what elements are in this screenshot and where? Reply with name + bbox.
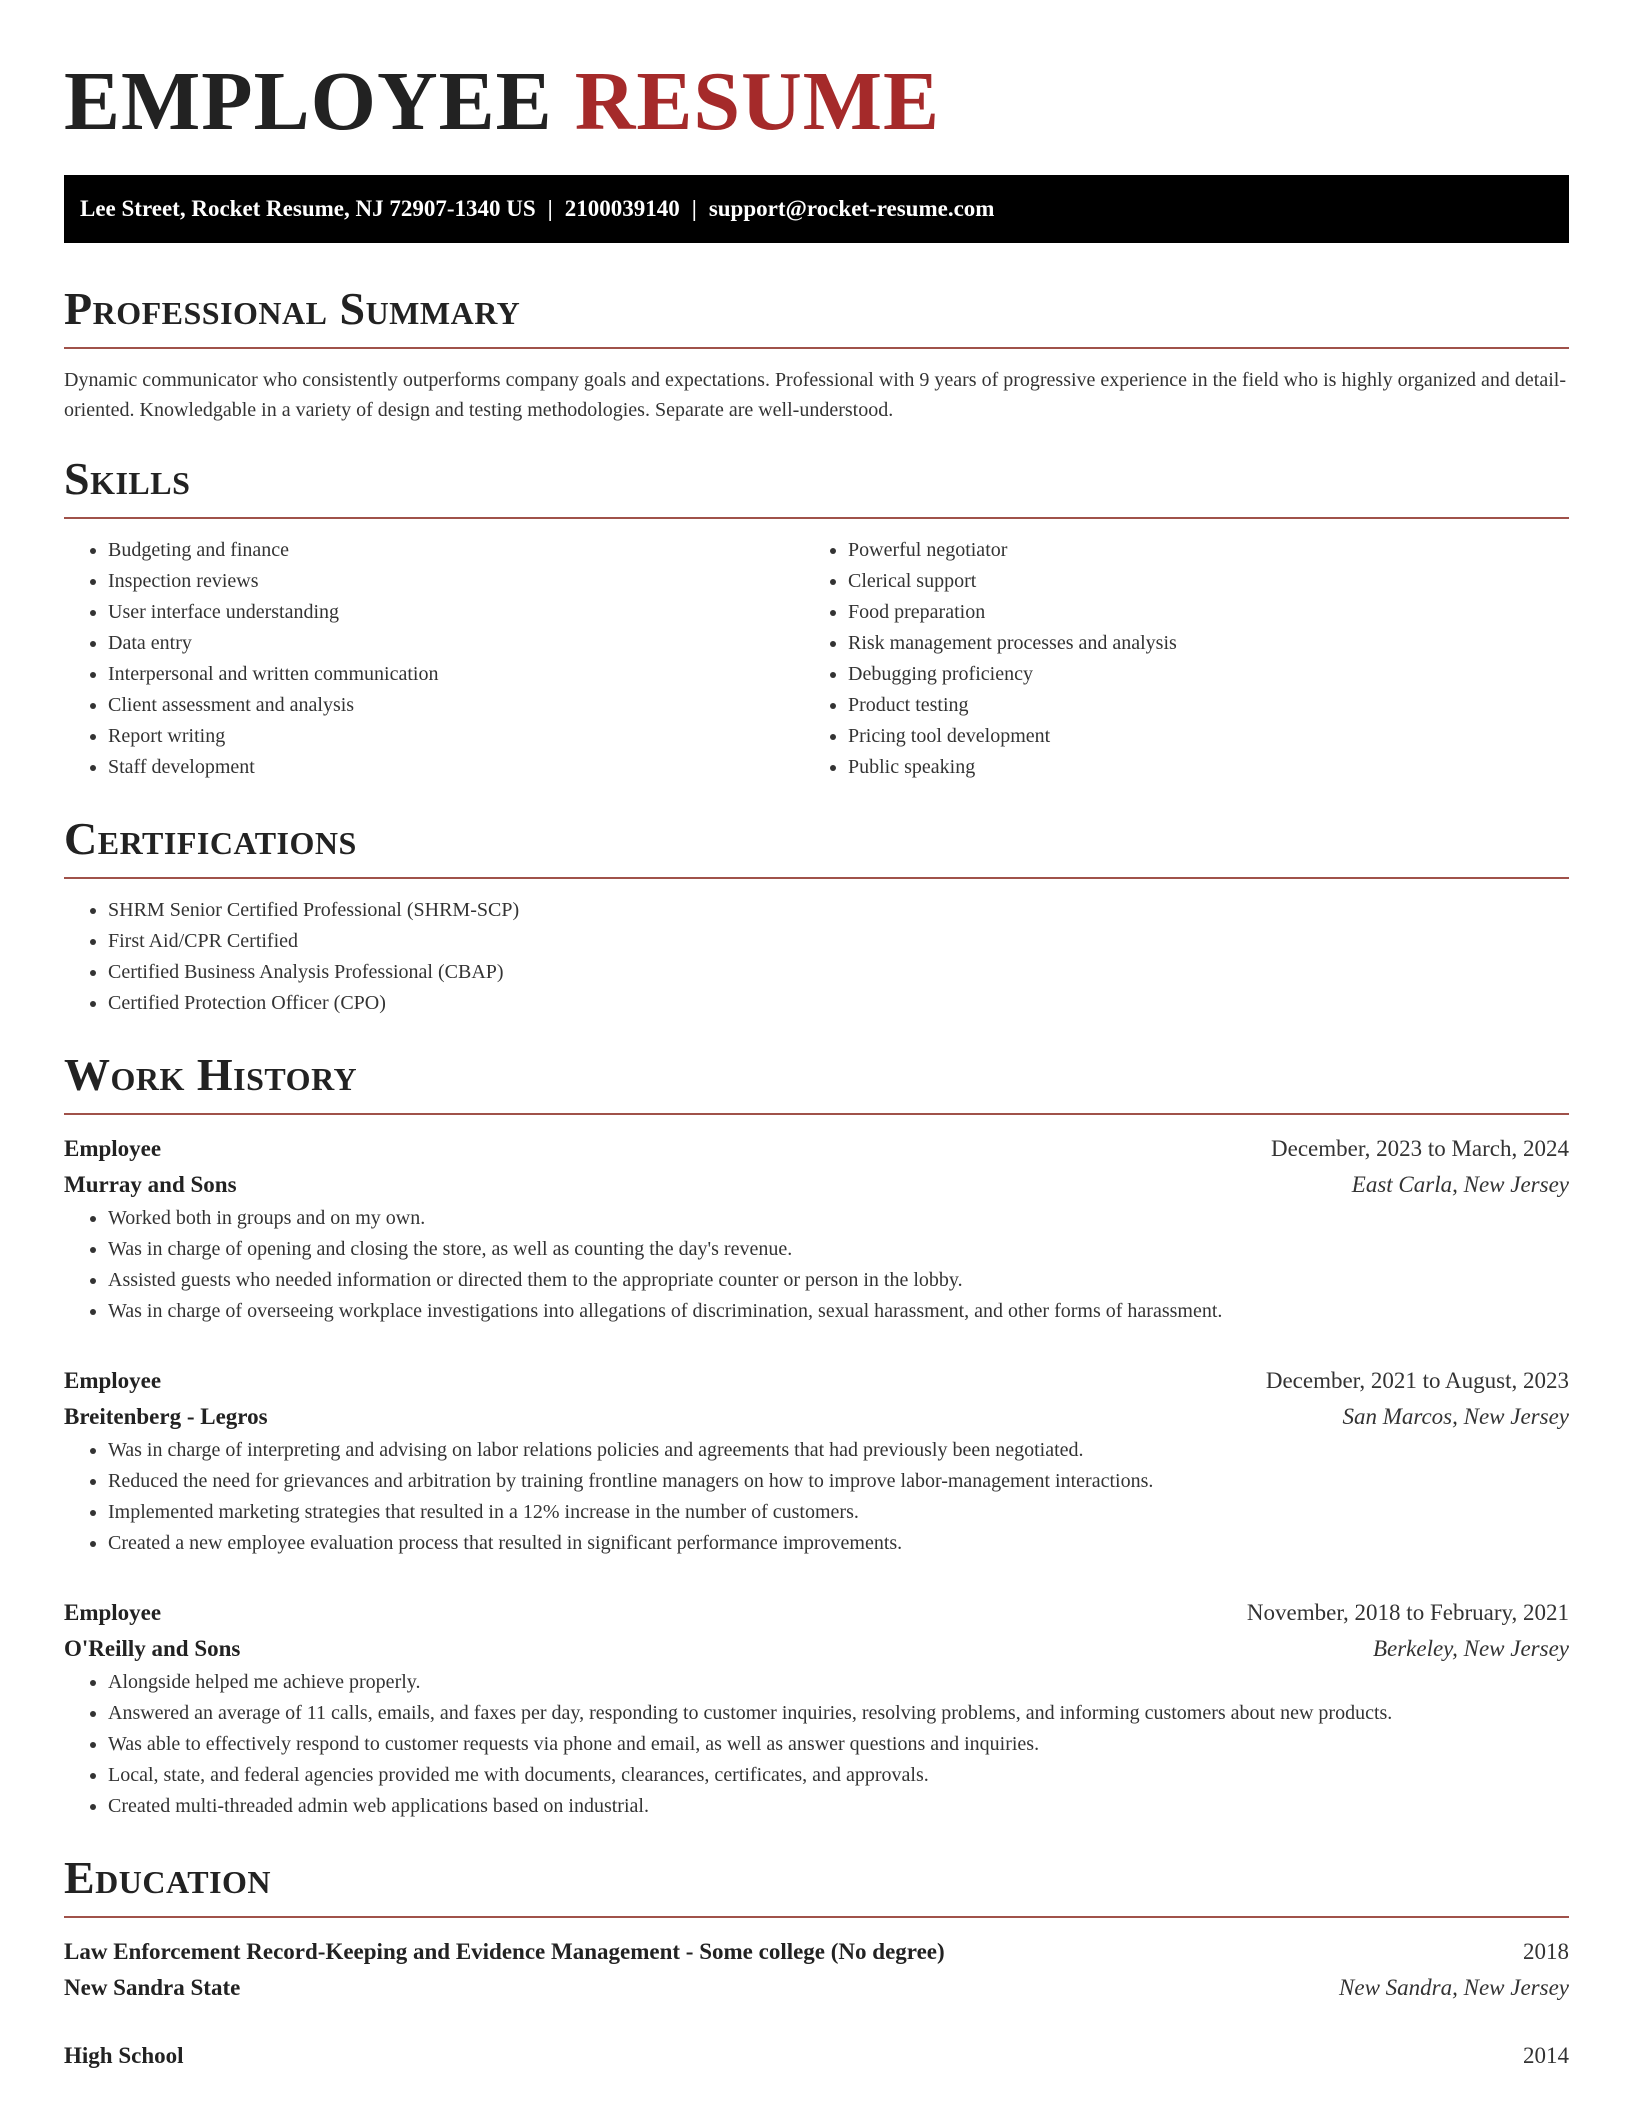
section-heading-summary: Professional Summary bbox=[64, 283, 521, 334]
skill-item: • Interpersonal and written communication bbox=[108, 659, 804, 690]
education-header-row bbox=[64, 1934, 1569, 1970]
job-duty: • Created a new employee evaluation process that resulted in significant performance improvements. bbox=[108, 1528, 1569, 1559]
job-company-row bbox=[64, 1167, 1569, 1203]
job-dates: November, 2018 to February, 2021 bbox=[1246, 1600, 1569, 1625]
job-duty: • Was in charge of interpreting and advising on labor relations policies and agreements that had previously been negotiated. bbox=[108, 1435, 1569, 1466]
summary-section bbox=[64, 283, 1569, 425]
job-duty: • Assisted guests who needed information or directed them to the appropriate counter or person in the lobby. bbox=[108, 1265, 1569, 1296]
section-heading-work-history: Work History bbox=[64, 1049, 358, 1100]
education-school-row bbox=[64, 1970, 1569, 2006]
job-duty: • Reduced the need for grievances and arbitration by training frontline managers on how to improve labor-management interactions. bbox=[108, 1466, 1569, 1497]
contact-separator: | bbox=[547, 196, 553, 221]
certifications-section bbox=[64, 813, 1569, 1019]
job-dates: December, 2021 to August, 2023 bbox=[1265, 1368, 1569, 1393]
job-company: Murray and Sons bbox=[64, 1172, 237, 1197]
education-degree: High School bbox=[64, 2043, 184, 2068]
summary-text: Dynamic communicator who consistently outperforms company goals and expectations. Professional with 9 years of progressive experience in the field who is highly organized and detail-oriented. Knowledgable in a variety of design and testing methodologies. Separate are well-understood. bbox=[64, 369, 1567, 421]
job-duty: • Was in charge of overseeing workplace investigations into allegations of discrimination, sexual harassment, and other forms of harassment. bbox=[108, 1296, 1569, 1327]
job-duty: • Worked both in groups and on my own. bbox=[108, 1203, 1569, 1234]
skill-item: • Pricing tool development bbox=[848, 721, 1544, 752]
certification-item: • First Aid/CPR Certified bbox=[108, 926, 1569, 957]
job-company: Breitenberg - Legros bbox=[64, 1404, 268, 1429]
job-title: Employee bbox=[64, 1368, 162, 1393]
skill-item: • Inspection reviews bbox=[108, 566, 804, 597]
certification-item: • SHRM Senior Certified Professional (SHRM-SCP) bbox=[108, 895, 1569, 926]
job-duties-list bbox=[64, 1203, 1569, 1327]
skill-item: • Client assessment and analysis bbox=[108, 690, 804, 721]
resume-title bbox=[64, 56, 1569, 148]
education-location: New Sandra, New Jersey bbox=[1339, 1975, 1569, 2000]
job-company: O'Reilly and Sons bbox=[64, 1636, 241, 1661]
contact-separator: | bbox=[691, 196, 697, 221]
job-company-row bbox=[64, 1399, 1569, 1435]
certification-item: • Certified Protection Officer (CPO) bbox=[108, 988, 1569, 1019]
certification-item: • Certified Business Analysis Professional (CBAP) bbox=[108, 957, 1569, 988]
job-duty: • Alongside helped me achieve properly. bbox=[108, 1667, 1569, 1698]
job-duties-list bbox=[64, 1435, 1569, 1559]
job-header-row bbox=[64, 1131, 1569, 1167]
skills-section bbox=[64, 453, 1569, 783]
skills-grid bbox=[64, 535, 1569, 783]
job-duty: • Was able to effectively respond to customer requests via phone and email, as well as answer questions and inquiries. bbox=[108, 1729, 1569, 1760]
skill-item: • Clerical support bbox=[848, 566, 1544, 597]
section-heading-skills: Skills bbox=[64, 453, 191, 504]
job-duties-list bbox=[64, 1667, 1569, 1822]
job-title: Employee bbox=[64, 1136, 162, 1161]
section-divider bbox=[64, 347, 1569, 349]
section-divider bbox=[64, 877, 1569, 879]
section-divider bbox=[64, 1113, 1569, 1115]
skill-item: • Risk management processes and analysis bbox=[848, 628, 1544, 659]
education-school: New Sandra State bbox=[64, 1975, 241, 2000]
job-duty: • Answered an average of 11 calls, emails, and faxes per day, responding to customer inquiries, resolving problems, and informing customers about new products. bbox=[108, 1698, 1569, 1729]
skills-list-left bbox=[64, 535, 804, 783]
job-title: Employee bbox=[64, 1600, 162, 1625]
job-entry bbox=[64, 1131, 1569, 1327]
job-duty: • Implemented marketing strategies that resulted in a 12% increase in the number of customers. bbox=[108, 1497, 1569, 1528]
skill-item: • Product testing bbox=[848, 690, 1544, 721]
section-heading-education: Education bbox=[64, 1852, 272, 1903]
job-dates: December, 2023 to March, 2024 bbox=[1271, 1136, 1569, 1161]
section-heading-certifications: Certifications bbox=[64, 813, 357, 864]
skills-list-right bbox=[804, 535, 1544, 783]
skill-item: • Public speaking bbox=[848, 752, 1544, 783]
title-part-resume: RESUME bbox=[574, 55, 941, 148]
certifications-list bbox=[64, 895, 1569, 1019]
job-duty: • Was in charge of opening and closing the store, as well as counting the day's revenue. bbox=[108, 1234, 1569, 1265]
title-part-employee: EMPLOYEE bbox=[64, 55, 553, 148]
education-entry bbox=[64, 2038, 1569, 2074]
education-year: 2018 bbox=[1523, 1939, 1569, 1964]
contact-phone: 2100039140 bbox=[564, 196, 680, 221]
skill-item: • Powerful negotiator bbox=[848, 535, 1544, 566]
contact-bar bbox=[64, 175, 1569, 243]
skill-item: • Budgeting and finance bbox=[108, 535, 804, 566]
section-divider bbox=[64, 517, 1569, 519]
education-section bbox=[64, 1852, 1569, 2074]
job-location: San Marcos, New Jersey bbox=[1342, 1404, 1569, 1429]
job-duty: • Local, state, and federal agencies provided me with documents, clearances, certificates, and approvals. bbox=[108, 1760, 1569, 1791]
education-entry bbox=[64, 1934, 1569, 2006]
job-entry bbox=[64, 1363, 1569, 1559]
contact-address: Lee Street, Rocket Resume, NJ 72907-1340 US bbox=[80, 196, 536, 221]
skill-item: • Food preparation bbox=[848, 597, 1544, 628]
contact-email: support@rocket-resume.com bbox=[708, 196, 995, 221]
education-year: 2014 bbox=[1523, 2043, 1569, 2068]
skill-item: • Debugging proficiency bbox=[848, 659, 1544, 690]
education-header-row bbox=[64, 2038, 1569, 2074]
job-entry bbox=[64, 1595, 1569, 1822]
job-company-row bbox=[64, 1631, 1569, 1667]
education-degree: Law Enforcement Record-Keeping and Evidence Management - Some college (No degree) bbox=[64, 1939, 945, 1964]
skills-column-right bbox=[804, 535, 1544, 783]
skill-item: • Staff development bbox=[108, 752, 804, 783]
work-history-section bbox=[64, 1049, 1569, 1822]
resume-page bbox=[64, 0, 1569, 2074]
skill-item: • Data entry bbox=[108, 628, 804, 659]
job-location: East Carla, New Jersey bbox=[1351, 1172, 1569, 1197]
job-header-row bbox=[64, 1363, 1569, 1399]
job-location: Berkeley, New Jersey bbox=[1372, 1636, 1569, 1661]
skill-item: • Report writing bbox=[108, 721, 804, 752]
job-duty: • Created multi-threaded admin web applications based on industrial. bbox=[108, 1791, 1569, 1822]
skills-column-left bbox=[64, 535, 804, 783]
skill-item: • User interface understanding bbox=[108, 597, 804, 628]
section-divider bbox=[64, 1916, 1569, 1918]
job-header-row bbox=[64, 1595, 1569, 1631]
